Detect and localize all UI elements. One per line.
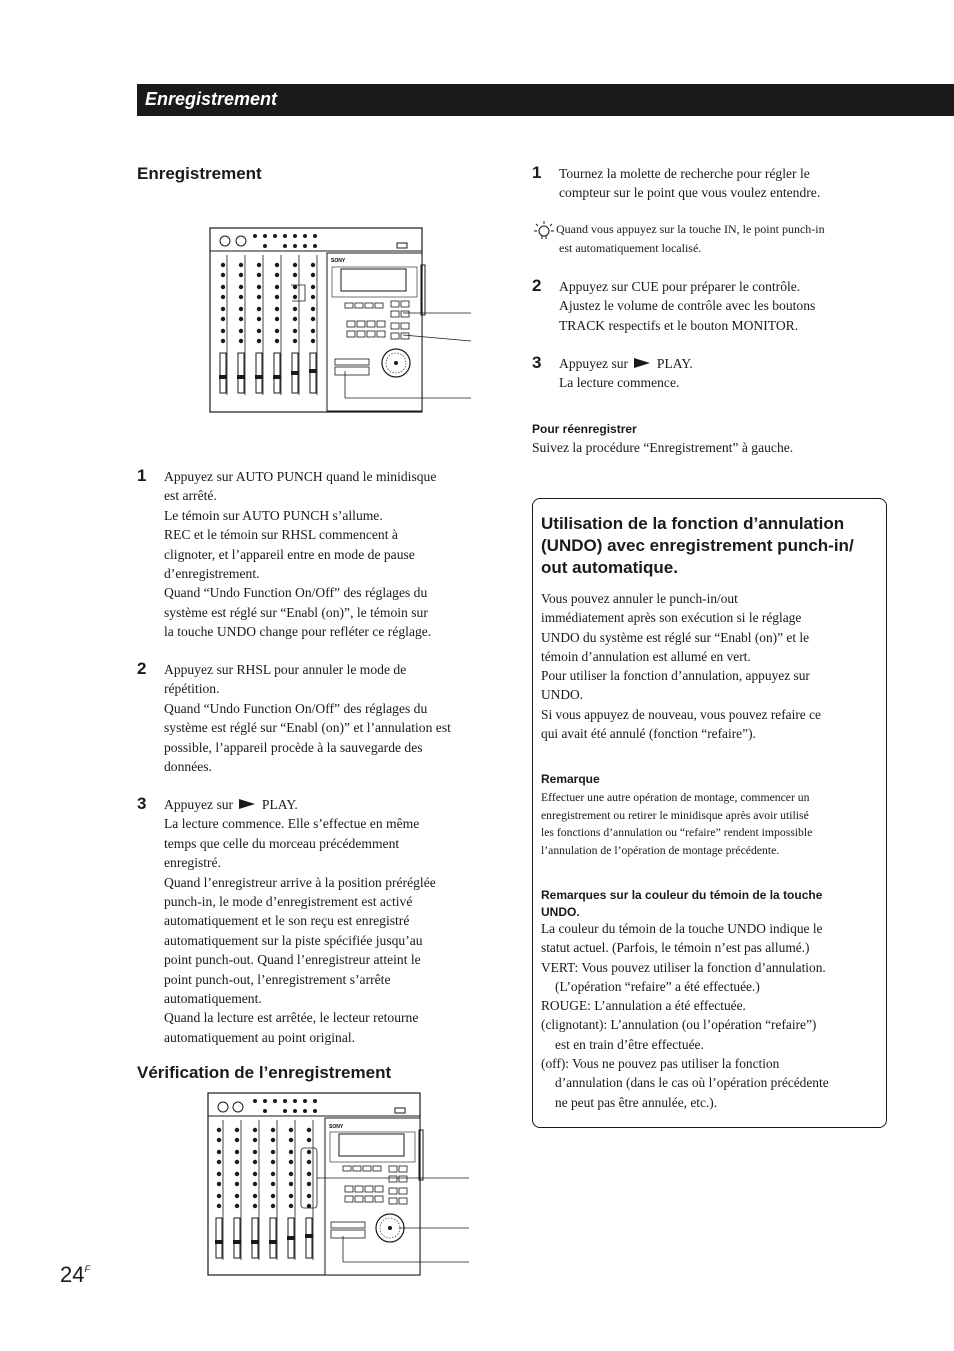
- mixer-device: [208, 1093, 423, 1275]
- text-line: automatiquement.: [164, 991, 262, 1007]
- remark-heading: Remarque: [541, 772, 600, 786]
- text-line: La couleur du témoin de la touche UNDO indique le: [541, 921, 823, 936]
- page-number: [60, 1262, 90, 1288]
- text-line: Effectuer une autre opération de montage, commencer un: [541, 791, 810, 804]
- step-text: [559, 277, 815, 335]
- text-line: la touche UNDO change pour refléter ce réglage.: [164, 624, 432, 640]
- text-line: possible, l’appareil procède à la sauvegarde des: [164, 739, 423, 755]
- text-line: (UNDO) avec enregistrement punch-in/: [541, 536, 854, 555]
- text-line: l’annulation de l’opération de montage précédente.: [541, 843, 780, 857]
- text-line: répétition.: [164, 681, 220, 697]
- text-line: La lecture commence.: [559, 375, 680, 391]
- text-line: Remarques sur la couleur du témoin de la touche: [541, 888, 823, 902]
- text-line: Pour utiliser la fonction d’annulation, appuyez sur: [541, 668, 810, 684]
- text-line: automatiquement et le son reçu est enregistré: [164, 913, 410, 929]
- rerecord-heading: Pour réenregistrer: [532, 422, 637, 436]
- text-line: automatiquement au point original.: [164, 1029, 356, 1045]
- text-line: clignoter, et l’appareil entre en mode de pause: [164, 546, 415, 562]
- text-line: système est réglé sur “Enabl (on)” et l’annulation est: [164, 720, 451, 736]
- text-line: Tournez la molette de recherche pour régler le: [559, 166, 810, 181]
- text-line: La lecture commence. Elle s’effectue en même: [164, 816, 420, 832]
- text-line: out automatique.: [541, 558, 678, 577]
- color-status-item: VERT: Vous pouvez utiliser la fonction d’annulation.: [541, 959, 826, 975]
- text-line: qui avait été annulé (fonction “refaire”).: [541, 726, 756, 742]
- step-number: 1: [137, 466, 147, 485]
- text-line: Quand “Undo Function On/Off” des réglages du: [164, 700, 428, 716]
- text-line: temps que celle du morceau précédemment: [164, 835, 400, 851]
- color-notes-heading: [541, 887, 881, 921]
- text-line: enregistré.: [164, 855, 221, 871]
- text-line: Quand “Undo Function On/Off” des réglages du: [164, 585, 428, 601]
- text-line: Appuyez sur RHSL pour annuler le mode de: [164, 662, 407, 677]
- text-line: d’enregistrement.: [164, 566, 260, 582]
- section-title: Enregistrement: [145, 89, 278, 109]
- mixer-illustration-verification: [205, 1090, 473, 1278]
- text-line: les fonctions d’annulation ou “refaire” rendent impossible: [541, 826, 813, 840]
- lightbulb-icon: [532, 220, 554, 242]
- verification-heading: Vérification de l’enregistrement: [137, 1063, 392, 1082]
- step-number: 2: [137, 659, 147, 678]
- step-number: 3: [532, 353, 542, 372]
- step-text: [164, 795, 436, 1047]
- brand-logo: SONY: [331, 258, 346, 264]
- text-line: témoin d’annulation est allumé en vert.: [541, 648, 751, 664]
- undo-intro-text: [541, 589, 883, 743]
- text-line: est arrêté.: [164, 488, 217, 504]
- text-line: Appuyez sur CUE pour préparer le contrôle.: [559, 279, 801, 294]
- text-line: système est réglé sur “Enabl (on)”, le témoin sur: [164, 604, 428, 620]
- text-line: UNDO du système est réglé sur “Enabl (on)” et le: [541, 629, 810, 645]
- text-line: données.: [164, 759, 212, 775]
- play-icon: [634, 358, 650, 368]
- page-number-suffix: F: [84, 1264, 90, 1274]
- step-number: 3: [137, 794, 147, 813]
- text-line: compteur sur le point que vous voulez entendre.: [559, 185, 821, 201]
- color-status-item: (off): Vous ne pouvez pas utiliser la fonction: [541, 1056, 780, 1072]
- text-line: Quand la lecture est arrêtée, le lecteur retourne: [164, 1010, 419, 1026]
- text-line: UNDO.: [541, 687, 584, 703]
- text-line: immédiatement après son exécution si le réglage: [541, 610, 802, 626]
- remark-text: [541, 789, 883, 859]
- text-line: Utilisation de la fonction d’annulation: [541, 514, 845, 533]
- color-notes-text: [541, 919, 883, 1112]
- step-number: 1: [532, 163, 542, 182]
- color-status-item: est en train d’être effectuée.: [555, 1036, 704, 1052]
- tip-text: [556, 220, 896, 258]
- recording-heading: Enregistrement: [137, 164, 262, 183]
- color-status-item: (clignotant): L’annulation (ou l’opération “refaire”): [541, 1017, 817, 1033]
- rerecord-text: Suivez la procédure “Enregistrement” à gauche.: [532, 440, 794, 455]
- text-line: REC et le témoin sur RHSL commencent à: [164, 527, 398, 543]
- text-line: statut actuel. (Parfois, le témoin n’est pas allumé.): [541, 940, 810, 956]
- text-line: UNDO.: [541, 905, 580, 919]
- text-line: point punch-out, l’enregistrement s’arrête: [164, 971, 391, 987]
- page-number-value: 24: [60, 1262, 85, 1287]
- brand-logo: SONY: [329, 1124, 344, 1130]
- step-text: [559, 354, 693, 393]
- color-status-item: (L’opération “refaire” a été effectuée.): [555, 978, 760, 994]
- mixer-device: [210, 228, 425, 412]
- text-line: TRACK respectifs et le bouton MONITOR.: [559, 317, 799, 333]
- mixer-illustration-recording: [207, 225, 475, 415]
- text-line: enregistrement ou retirer le minidisque après avoir utilisé: [541, 808, 809, 822]
- text-line: Appuyez sur AUTO PUNCH quand le minidisque: [164, 469, 437, 484]
- color-status-item: ne peut pas être annulée, etc.).: [555, 1094, 718, 1110]
- text-line: automatiquement sur la piste spécifiée jusqu’au: [164, 932, 423, 948]
- step-text: [559, 164, 820, 203]
- step-number: 2: [532, 276, 542, 295]
- color-status-item: ROUGE: L’annulation a été effectuée.: [541, 998, 746, 1014]
- text-line: point punch-out. Quand l’enregistreur atteint le: [164, 952, 421, 968]
- text-line: Ajustez le volume de contrôle avec les boutons: [559, 298, 816, 314]
- text-line: PLAY.: [656, 356, 693, 371]
- play-icon: [239, 799, 255, 809]
- step-text: [164, 660, 451, 776]
- text-line: Quand vous appuyez sur la touche IN, le point punch-in: [556, 222, 825, 236]
- text-line: Appuyez sur: [164, 797, 234, 812]
- undo-box-title: [541, 513, 877, 579]
- text-line: Si vous appuyez de nouveau, vous pouvez refaire ce: [541, 706, 821, 722]
- undo-info-box: [532, 498, 887, 1128]
- text-line: Appuyez sur: [559, 356, 629, 371]
- text-line: Le témoin sur AUTO PUNCH s’allume.: [164, 507, 383, 523]
- color-status-item: d’annulation (dans le cas où l’opération précédente: [555, 1075, 829, 1091]
- text-line: PLAY.: [261, 797, 298, 812]
- text-line: est automatiquement localisé.: [559, 241, 702, 255]
- section-header-bar: [137, 84, 954, 116]
- step-text: [164, 467, 436, 642]
- text-line: Quand l’enregistreur arrive à la position préréglée: [164, 874, 436, 890]
- text-line: Vous pouvez annuler le punch-in/out: [541, 591, 738, 606]
- text-line: punch-in, le mode d’enregistrement est activé: [164, 894, 413, 910]
